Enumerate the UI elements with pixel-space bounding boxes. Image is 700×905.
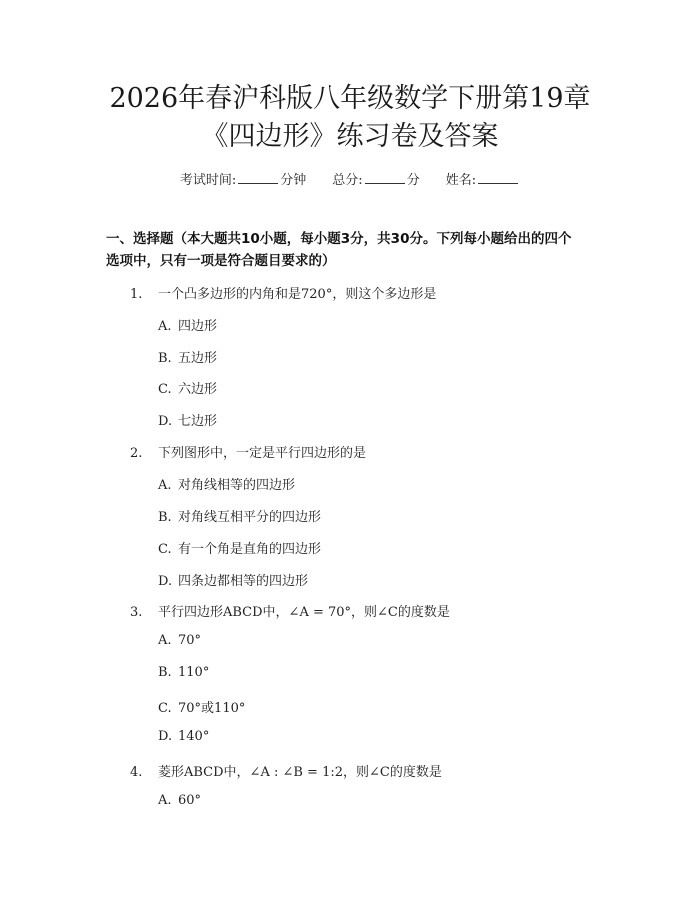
q2-option-a: [158, 474, 295, 493]
time-label: 考试时间:: [179, 173, 237, 188]
title-line-1: 2026年春沪科版八年级数学下册第19章: [109, 83, 591, 114]
option-letter: A.: [158, 633, 172, 648]
title-line-2: 《四边形》练习卷及答案: [201, 121, 499, 152]
option-letter: D.: [158, 414, 173, 429]
option-text: 四边形: [178, 319, 218, 334]
name-blank: [478, 171, 518, 184]
option-text: 七边形: [178, 414, 218, 429]
q3-option-d: [158, 729, 209, 744]
option-letter: A.: [158, 793, 172, 808]
q2-option-c: [158, 538, 321, 557]
name-label: 姓名:: [445, 173, 477, 188]
option-letter: A.: [158, 319, 172, 334]
option-letter: C.: [158, 701, 172, 716]
score-label: 总分:: [332, 173, 363, 188]
section-heading-line-1: 一、选择题（本大题共10小题，每小题3分，共30分。下列每小题给出的四个: [106, 231, 572, 247]
score-blank: [365, 171, 405, 184]
option-letter: D.: [158, 574, 173, 589]
q3-option-a: [158, 633, 201, 648]
option-text: 五边形: [178, 351, 218, 366]
section-heading: [106, 228, 606, 272]
q3-option-b: [158, 665, 209, 680]
q1-option-c: [158, 378, 217, 397]
q1-option-b: [158, 347, 217, 366]
q3-option-c: [158, 697, 245, 716]
option-text: 对角线相等的四边形: [178, 478, 296, 493]
option-text: 70°或110°: [178, 701, 246, 716]
time-blank: [238, 171, 278, 184]
q4-option-a: [158, 793, 201, 808]
time-unit: 分钟: [280, 173, 307, 188]
question-text: 下列图形中，一定是平行四边形的是: [158, 446, 367, 461]
question-text: 平行四边形ABCD中，∠A = 70°，则∠C的度数是: [158, 605, 450, 620]
option-text: 60°: [178, 793, 202, 808]
option-letter: B.: [158, 665, 172, 680]
score-unit: 分: [406, 173, 420, 188]
option-text: 70°: [178, 633, 202, 648]
exam-meta: [0, 169, 700, 188]
option-letter: C.: [158, 382, 172, 397]
option-text: 有一个角是直角的四边形: [178, 542, 322, 557]
option-text: 110°: [178, 665, 210, 680]
question-number: 1.: [130, 287, 143, 302]
question-number: 2.: [130, 446, 143, 461]
question-text: 一个凸多边形的内角和是720°，则这个多边形是: [158, 287, 437, 302]
question-1: [130, 283, 436, 302]
option-text: 对角线互相平分的四边形: [178, 510, 322, 525]
question-number: 4.: [130, 765, 143, 780]
question-4: [130, 761, 442, 780]
option-letter: D.: [158, 729, 173, 744]
q2-option-d: [158, 570, 308, 589]
question-text: 菱形ABCD中，∠A : ∠B = 1:2，则∠C的度数是: [158, 765, 442, 780]
option-letter: C.: [158, 542, 172, 557]
option-letter: B.: [158, 510, 172, 525]
question-2: [130, 442, 366, 461]
q1-option-d: [158, 410, 217, 429]
question-number: 3.: [130, 605, 143, 620]
section-heading-line-2: 选项中，只有一项是符合题目要求的）: [106, 253, 336, 269]
q1-option-a: [158, 315, 217, 334]
question-3: [130, 601, 450, 620]
option-letter: B.: [158, 351, 172, 366]
option-text: 四条边都相等的四边形: [178, 574, 309, 589]
option-text: 六边形: [178, 382, 218, 397]
q2-option-b: [158, 506, 321, 525]
option-letter: A.: [158, 478, 172, 493]
option-text: 140°: [178, 729, 210, 744]
